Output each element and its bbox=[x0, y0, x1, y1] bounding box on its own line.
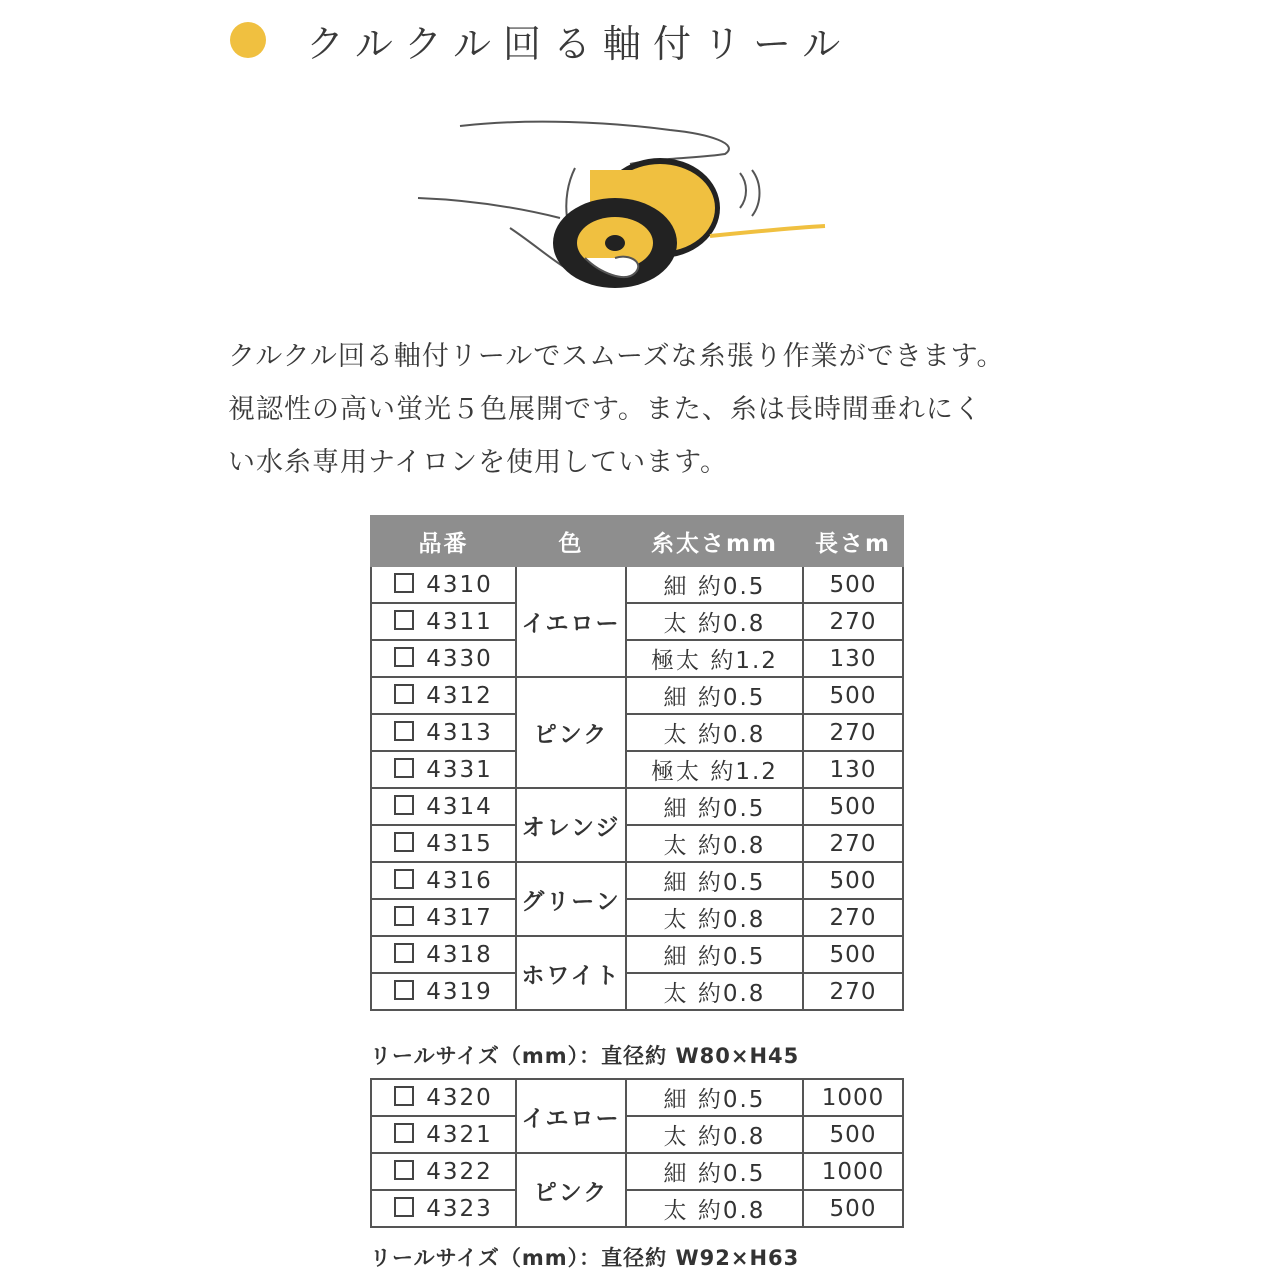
bullet-dot-icon bbox=[230, 22, 266, 58]
thickness-cell: 細 約0.5 bbox=[626, 566, 803, 603]
color-cell: オレンジ bbox=[516, 788, 626, 862]
color-cell: ホワイト bbox=[516, 936, 626, 1010]
header-thickness: 糸太さmm bbox=[626, 516, 803, 566]
checkbox-icon[interactable] bbox=[394, 1086, 414, 1106]
reel-size-note: リールサイズ（mm）：直径約 W80×H45 bbox=[370, 1044, 800, 1068]
product-code-cell[interactable]: 4314 bbox=[371, 788, 516, 825]
product-code-cell[interactable]: 4311 bbox=[371, 603, 516, 640]
reel-size-note: リールサイズ（mm）：直径約 W92×H63 bbox=[370, 1246, 800, 1270]
thickness-cell: 細 約0.5 bbox=[626, 788, 803, 825]
spec-table-1 bbox=[370, 515, 904, 1011]
checkbox-icon[interactable] bbox=[394, 795, 414, 815]
product-code-cell[interactable]: 4330 bbox=[371, 640, 516, 677]
checkbox-icon[interactable] bbox=[394, 684, 414, 704]
thickness-cell: 太 約0.8 bbox=[626, 899, 803, 936]
table-row bbox=[371, 862, 903, 899]
table-row bbox=[371, 1079, 903, 1116]
description-line: い水糸専用ナイロンを使用しています。 bbox=[228, 447, 728, 478]
product-code-cell[interactable]: 4323 bbox=[371, 1190, 516, 1227]
description-line: 視認性の高い蛍光５色展開です。また、糸は長時間垂れにく bbox=[228, 394, 982, 425]
length-cell: 500 bbox=[803, 788, 903, 825]
spec-table-2 bbox=[370, 1078, 904, 1228]
checkbox-icon[interactable] bbox=[394, 943, 414, 963]
length-cell: 270 bbox=[803, 973, 903, 1010]
length-cell: 500 bbox=[803, 862, 903, 899]
product-code-cell[interactable]: 4320 bbox=[371, 1079, 516, 1116]
table-header-row bbox=[371, 516, 903, 566]
thickness-cell: 細 約0.5 bbox=[626, 677, 803, 714]
product-code-cell[interactable]: 4318 bbox=[371, 936, 516, 973]
product-description bbox=[228, 330, 1128, 489]
length-cell: 270 bbox=[803, 714, 903, 751]
checkbox-icon[interactable] bbox=[394, 832, 414, 852]
thickness-cell: 太 約0.8 bbox=[626, 714, 803, 751]
thickness-cell: 極太 約1.2 bbox=[626, 751, 803, 788]
length-cell: 270 bbox=[803, 899, 903, 936]
table-row bbox=[371, 677, 903, 714]
checkbox-icon[interactable] bbox=[394, 869, 414, 889]
color-cell: グリーン bbox=[516, 862, 626, 936]
thickness-cell: 細 約0.5 bbox=[626, 1079, 803, 1116]
product-code-cell[interactable]: 4321 bbox=[371, 1116, 516, 1153]
color-cell: イエロー bbox=[516, 1079, 626, 1153]
checkbox-icon[interactable] bbox=[394, 721, 414, 741]
description-line: クルクル回る軸付リールでスムーズな糸張り作業ができます。 bbox=[228, 341, 1005, 372]
length-cell: 500 bbox=[803, 936, 903, 973]
length-cell: 270 bbox=[803, 603, 903, 640]
color-cell: ピンク bbox=[516, 677, 626, 788]
header-code: 品番 bbox=[371, 516, 516, 566]
thickness-cell: 太 約0.8 bbox=[626, 825, 803, 862]
thickness-cell: 細 約0.5 bbox=[626, 1153, 803, 1190]
checkbox-icon[interactable] bbox=[394, 758, 414, 778]
checkbox-icon[interactable] bbox=[394, 1160, 414, 1180]
thickness-cell: 極太 約1.2 bbox=[626, 640, 803, 677]
section-heading bbox=[230, 12, 852, 68]
length-cell: 270 bbox=[803, 825, 903, 862]
checkbox-icon[interactable] bbox=[394, 980, 414, 1000]
thickness-cell: 太 約0.8 bbox=[626, 973, 803, 1010]
checkbox-icon[interactable] bbox=[394, 1197, 414, 1217]
length-cell: 1000 bbox=[803, 1079, 903, 1116]
hand-reel-icon bbox=[410, 108, 850, 308]
color-cell: イエロー bbox=[516, 566, 626, 677]
product-code-cell[interactable]: 4331 bbox=[371, 751, 516, 788]
length-cell: 500 bbox=[803, 1116, 903, 1153]
table-row bbox=[371, 714, 903, 751]
length-cell: 500 bbox=[803, 1190, 903, 1227]
table-row bbox=[371, 1116, 903, 1153]
checkbox-icon[interactable] bbox=[394, 1123, 414, 1143]
checkbox-icon[interactable] bbox=[394, 906, 414, 926]
table-row bbox=[371, 899, 903, 936]
table-row bbox=[371, 566, 903, 603]
length-cell: 130 bbox=[803, 751, 903, 788]
length-cell: 500 bbox=[803, 566, 903, 603]
table-row bbox=[371, 825, 903, 862]
product-code-cell[interactable]: 4317 bbox=[371, 899, 516, 936]
product-code-cell[interactable]: 4316 bbox=[371, 862, 516, 899]
table-row bbox=[371, 788, 903, 825]
table-row bbox=[371, 640, 903, 677]
checkbox-icon[interactable] bbox=[394, 573, 414, 593]
product-code-cell[interactable]: 4319 bbox=[371, 973, 516, 1010]
table-row bbox=[371, 603, 903, 640]
checkbox-icon[interactable] bbox=[394, 647, 414, 667]
product-code-cell[interactable]: 4322 bbox=[371, 1153, 516, 1190]
product-code-cell[interactable]: 4310 bbox=[371, 566, 516, 603]
color-cell: ピンク bbox=[516, 1153, 626, 1227]
product-code-cell[interactable]: 4312 bbox=[371, 677, 516, 714]
length-cell: 500 bbox=[803, 677, 903, 714]
product-code-cell[interactable]: 4313 bbox=[371, 714, 516, 751]
header-length: 長さm bbox=[803, 516, 903, 566]
length-cell: 130 bbox=[803, 640, 903, 677]
thickness-cell: 太 約0.8 bbox=[626, 1116, 803, 1153]
thickness-cell: 太 約0.8 bbox=[626, 1190, 803, 1227]
thickness-cell: 細 約0.5 bbox=[626, 862, 803, 899]
page-title: クルクル回る軸付リール bbox=[306, 21, 853, 66]
checkbox-icon[interactable] bbox=[394, 610, 414, 630]
thickness-cell: 細 約0.5 bbox=[626, 936, 803, 973]
thickness-cell: 太 約0.8 bbox=[626, 603, 803, 640]
table-row bbox=[371, 936, 903, 973]
table-row bbox=[371, 751, 903, 788]
table-row bbox=[371, 1153, 903, 1190]
length-cell: 1000 bbox=[803, 1153, 903, 1190]
table-row bbox=[371, 973, 903, 1010]
table-row bbox=[371, 1190, 903, 1227]
header-color: 色 bbox=[516, 516, 626, 566]
product-code-cell[interactable]: 4315 bbox=[371, 825, 516, 862]
